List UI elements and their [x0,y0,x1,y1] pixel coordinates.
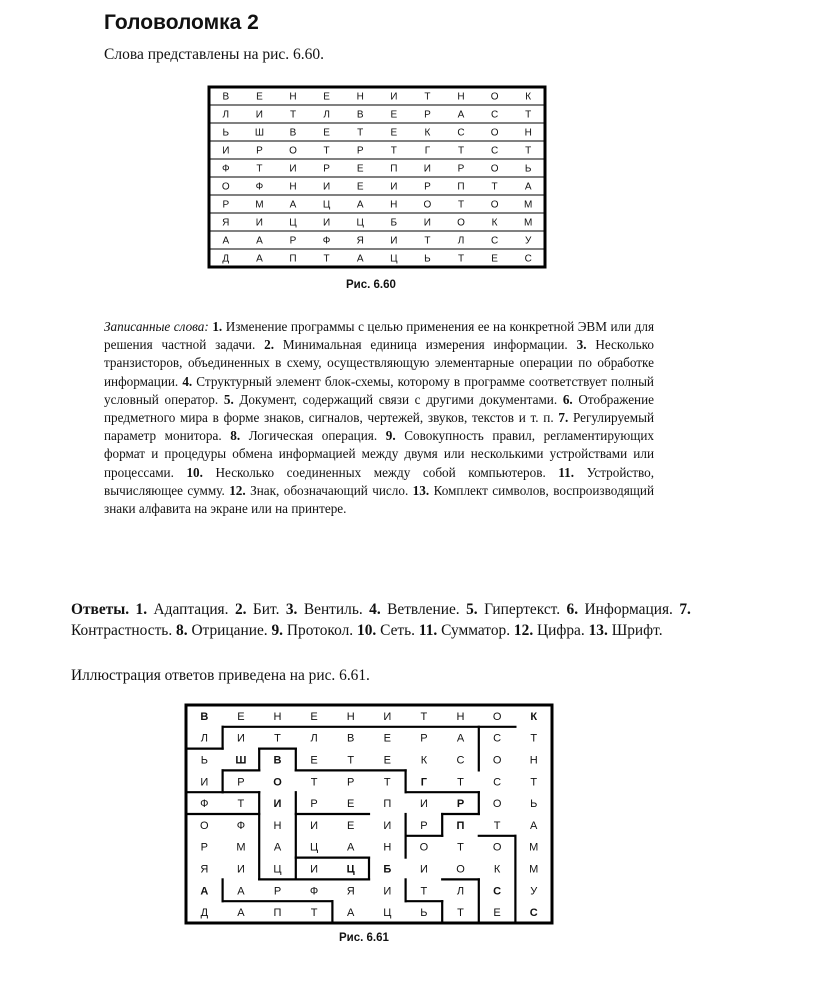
written-word-number: 13. [412,482,430,498]
grid1-cell-letter: О [490,91,499,103]
grid1-cell-letter: Т [525,109,532,121]
grid1-cell-letter: Л [222,109,230,121]
answer-number: 1. [135,601,148,618]
grid2-cell-letter: Т [493,819,501,832]
answer-text: Информация. [584,601,673,618]
grid1-cell-letter: И [255,109,263,121]
grid2-cell-letter: К [530,710,538,723]
grid1-cell-letter: Т [424,235,431,247]
grid1-cell-letter: Р [424,109,431,121]
illustration-note: Иллюстрация ответов приведена на рис. 6.61. [71,667,370,684]
written-word-number: 1. [212,319,223,334]
grid2-cell-letter: И [419,798,428,811]
grid1-cell-letter: Е [390,127,398,139]
written-word-number: 11. [558,464,575,480]
grid1-cell-letter: Ц [356,217,364,229]
grid1-cell-letter: П [390,163,398,175]
grid1-cell-letter: М [524,199,533,211]
grid1-cell-letter: Т [424,91,431,103]
grid1-cell-letter: М [524,217,533,229]
grid2-cell-letter: Т [457,907,464,920]
grid2-cell-letter: Ш [235,754,247,767]
grid1-cell-letter: С [490,235,499,247]
grid1-cell-letter: К [491,217,498,229]
written-word-text: Несколько транзисторов, объединенных в схему, осуществляющую элементарные операции по обработке информации. [104,337,654,389]
grid2-cell-letter: Р [420,819,428,832]
grid1-cell-letter: О [289,145,297,157]
answer-number: 11. [418,622,438,639]
grid1-cell-letter: Н [524,127,532,139]
grid1-cell-letter: И [423,163,431,175]
grid1-cell-letter: Я [222,217,230,229]
grid1-cell-letter: Ф [255,181,264,193]
grid1-cell-letter: Ь [424,253,431,265]
grid2-cell-letter: И [383,819,392,832]
answer-number: 7. [679,601,691,618]
answer-text: Сеть. [380,622,415,639]
grid2-cell-letter: М [236,841,246,854]
grid2-cell-letter: С [529,907,538,920]
grid2-cell-letter: Н [456,710,465,723]
grid2-cell-letter: Р [310,798,318,811]
grid2-cell-letter: Ф [309,885,319,898]
grid2-cell-letter: Т [420,710,428,723]
grid2-cell-letter: Д [200,907,209,920]
grid1-cell-letter: Т [323,145,330,157]
grid2-cell-letter: К [420,754,428,767]
grid1-cell-letter: П [457,181,465,193]
grid1-cell-letter: О [490,163,499,175]
answers-list [71,601,691,639]
grid1-cell-letter: С [457,127,465,139]
grid1-cell-letter: Т [525,145,532,157]
answer-number: 4. [369,601,381,618]
grid2-cell-letter: Р [456,798,465,811]
grid1-cell-letter: Р [457,163,465,175]
grid2-cell-letter: Р [237,776,245,789]
grid2-cell-letter: П [456,819,465,832]
grid2-cell-letter: Т [310,907,318,920]
grid1-cell-letter: Е [390,109,398,121]
grid1-cell-letter: Ь [222,127,230,139]
grid1-cell-letter: Т [457,253,465,265]
answer-number: 12. [513,622,534,639]
answers-paragraph [71,599,691,641]
grid1-cell-letter: Н [356,91,364,103]
written-word-text: Совокупность правил, регламентирующих формат и процедуры обмена информацией между двумя или несколькими устройствами или процессами. [104,428,655,480]
grid1-cell-letter: О [457,217,465,229]
grid1-cell-letter: П [289,253,297,265]
grid1-cell-letter: А [222,235,230,247]
grid1-cell-letter: Т [457,145,465,157]
grid1-cell-letter: И [289,163,297,175]
grid2-cell-letter: А [273,841,282,854]
grid1-cell-letter: С [524,253,532,265]
grid2-cell-letter: Е [310,710,318,723]
grid2-cell-letter: С [493,732,502,745]
grid1-cell-letter: Т [457,199,465,211]
grid2-cell-letter: А [237,885,245,898]
grid2-cell-letter: Л [200,732,208,745]
written-word-number: 2. [264,337,274,353]
figure-caption-6-61: Рис. 6.61 [339,932,389,944]
grid1-cell-letter: Т [323,253,330,265]
grid2-cell-letter: К [493,863,501,876]
written-words-label: Записанные слова: [104,319,209,334]
grid1-cell-letter: Т [357,127,364,139]
grid1-cell-letter: Ц [390,253,398,265]
grid2-cell-letter: Ь [420,907,428,920]
grid2-cell-letter: Ь [530,798,538,811]
written-word-text: Изменение программы с целью применения ее на конкретной ЭВМ или для решения частной задачи. [104,319,655,353]
grid1-cell-letter: У [525,235,532,247]
written-word-number: 4. [182,373,193,389]
grid2-cell-letter: Т [383,776,391,789]
grid1-cell-letter: Е [323,127,330,139]
grid1-cell-letter: А [356,253,364,265]
grid1-cell-letter: М [255,199,264,211]
written-word-number: 5. [223,391,234,407]
grid1-cell-letter: Г [424,145,431,157]
intro-text: Слова представлены на рис. 6.60. [104,46,325,63]
grid1-cell-letter: И [390,235,398,247]
grid2-cell-letter: Л [456,885,465,898]
written-word-text: Логическая операция. [248,428,378,444]
answer-number: 9. [271,622,284,639]
grid1-cell-letter: Е [356,181,364,193]
written-words-list [104,319,654,516]
grid2-cell-letter: О [492,754,502,767]
grid2-cell-letter: О [492,710,502,723]
grid2-cell-letter: Ф [236,819,246,832]
grid2-cell-letter: С [456,754,465,767]
grid1-cell-letter: Б [390,217,398,229]
grid1-cell-letter: И [390,181,398,193]
grid2-cell-letter: У [530,885,538,898]
answer-text: Протокол. [286,622,354,639]
answer-number: 2. [234,601,247,618]
grid2-cell-letter: И [236,732,245,745]
grid2-cell-letter: Ь [200,754,208,767]
written-word-text: Отображение предметного мира в форме знаков, сигналов, чертежей, звуков, текстов и т. п. [104,391,655,426]
grid2-cell-letter: М [529,863,539,876]
grid2-cell-letter: М [529,841,539,854]
grid1-cell-letter: Е [491,253,498,265]
figure-caption-6-60: Рис. 6.60 [346,279,396,291]
grid1-cell-letter: И [390,91,398,103]
grid2-cell-letter: Я [200,863,209,876]
answer-text: Вентиль. [303,601,363,618]
grid1-cell-letter: Ф [221,163,230,175]
grid1-cell-letter: О [490,127,499,139]
grid1-cell-letter: Ц [322,199,331,211]
puzzle-grid-fig-6-61 [184,703,555,925]
grid2-cell-letter: П [273,907,282,920]
grid2-cell-letter: Е [383,754,391,767]
puzzle-grid-fig-6-60 [207,85,552,271]
grid2-cell-letter: А [530,819,538,832]
grid2-cell-letter: И [273,798,282,811]
grid2-cell-letter: Ц [346,863,355,876]
grid2-cell-letter: А [200,885,209,898]
grid1-cell-letter: Т [289,109,297,121]
grid2-cell-letter: В [347,732,355,745]
grid1-cell-letter: Е [323,91,330,103]
grid1-cell-letter: Я [356,235,364,247]
answer-text: Шрифт. [611,622,663,639]
answer-text: Ветвление. [387,601,460,618]
page-title: Головоломка 2 [104,11,259,34]
grid2-cell-letter: И [383,885,392,898]
grid2-cell-letter: Н [383,841,392,854]
grid2-cell-letter: Т [310,776,318,789]
grid2-cell-letter: Н [346,710,355,723]
grid2-cell-letter: Т [457,776,464,789]
grid1-cell-letter: Л [457,235,465,247]
grid2-cell-letter: Л [310,732,318,745]
written-word-text: Устройство, вычисляющее сумму. [104,464,655,498]
grid1-cell-letter: Р [289,235,297,247]
answer-text: Гипертекст. [484,601,561,618]
written-words-paragraph [104,318,654,518]
grid2-cell-letter: О [200,819,209,832]
written-word-number: 8. [230,428,241,444]
grid2-cell-letter: Н [529,754,538,767]
grid2-cell-letter: А [456,732,465,745]
grid2-cell-letter: А [347,907,355,920]
grid2-cell-letter: И [383,710,392,723]
grid1-cell-letter: И [423,217,431,229]
grid2-cell-letter: О [419,841,429,854]
grid1-cell-letter: Ь [524,163,532,175]
grid1-cell-letter: А [256,253,263,265]
grid1-cell-letter: Т [256,163,263,175]
grid2-cell-letter: Т [457,841,464,854]
grid1-cell-letter: Н [390,199,398,211]
written-word-text: Несколько соединенных между собой компьютеров. [215,464,546,480]
answer-number: 10. [357,622,377,639]
grid2-cell-letter: И [419,863,428,876]
grid2-cell-letter: Р [200,841,208,854]
grid1-cell-letter: О [490,199,499,211]
grid2-cell-letter: И [310,863,319,876]
grid2-cell-letter: Г [420,776,428,789]
grid2-cell-letter: Т [237,798,245,811]
grid2-cell-letter: Р [347,776,355,789]
grid2-cell-letter: Т [530,732,538,745]
grid1-cell-letter: К [525,91,532,103]
grid1-cell-letter: Т [390,145,397,157]
grid1-cell-letter: А [524,181,532,193]
grid2-cell-letter: А [237,907,245,920]
grid2-cell-letter: Е [347,798,355,811]
written-word-number: 7. [558,410,569,426]
grid2-cell-letter: Т [530,776,538,789]
answers-label: Ответы. [71,601,130,618]
grid1-cell-letter: Л [323,109,330,121]
grid1-cell-letter: Р [256,145,263,157]
grid2-cell-letter: Я [346,885,355,898]
grid2-cell-letter: В [273,754,282,767]
grid1-cell-letter: О [423,199,432,211]
grid2-cell-letter: С [493,776,502,789]
grid2-cell-letter: Н [273,819,282,832]
grid1-cell-letter: Т [491,181,498,193]
answer-text: Цифра. [537,622,585,639]
grid2-cell-letter: П [383,798,392,811]
grid2-cell-letter: Ф [200,798,209,811]
grid2-cell-letter: И [236,863,245,876]
grid2-cell-letter: Т [274,732,281,745]
answer-text: Сумматор. [441,622,511,639]
grid1-cell-letter: Р [323,163,330,175]
grid1-cell-letter: В [289,127,297,139]
answer-number: 13. [588,622,608,639]
grid2-cell-letter: Н [273,710,282,723]
grid1-cell-letter: А [289,199,297,211]
grid1-cell-letter: О [221,181,230,193]
written-word-text: Минимальная единица измерения информации. [282,337,568,353]
grid2-cell-letter: Е [493,907,501,920]
grid1-cell-letter: Н [289,181,297,193]
written-word-text: Знак, обозначающий число. [250,482,409,498]
written-word-number: 6. [562,391,573,407]
grid2-cell-letter: А [347,841,355,854]
answer-text: Отрицание. [191,622,268,639]
written-word-text: Регулируемый параметр монитора. [104,410,655,444]
grid1-cell-letter: Ц [289,217,297,229]
answer-text: Бит. [252,601,280,618]
written-word-number: 9. [385,428,396,444]
grid1-cell-letter: С [490,145,499,157]
written-word-number: 10. [186,464,203,480]
written-word-number: 12. [229,482,246,498]
grid1-cell-letter: Е [356,163,364,175]
grid2-cell-letter: С [493,885,502,898]
grid2-cell-letter: О [492,841,502,854]
grid1-cell-letter: А [356,199,364,211]
grid2-cell-letter: Е [383,732,391,745]
grid1-cell-letter: И [222,145,230,157]
grid1-cell-letter: Д [222,253,230,265]
grid1-cell-letter: Ф [322,235,331,247]
written-word-text: Комплект символов, воспроизводящий знаки алфавита на экране или на принтере. [104,482,655,517]
grid2-cell-letter: Е [310,754,318,767]
answer-number: 3. [285,601,298,618]
grid2-cell-letter: Р [420,732,428,745]
grid2-cell-letter: О [273,776,282,789]
grid1-cell-letter: В [222,91,230,103]
grid1-cell-letter: Е [256,91,263,103]
grid2-cell-letter: В [200,710,209,723]
grid1-cell-letter: И [323,217,331,229]
grid1-cell-letter: Ш [254,127,264,139]
grid1-cell-letter: А [256,235,263,247]
grid2-cell-letter: Т [420,885,428,898]
grid2-cell-letter: И [310,819,319,832]
answer-number: 5. [466,601,478,618]
grid2-cell-letter: Ц [310,841,319,854]
answer-text: Контрастность. [71,622,173,639]
written-word-text: Структурный элемент блок-схемы, которому в программе соответствует полный условный оператор. [104,373,654,407]
written-word-text: Документ, содержащий связи с другими документами. [239,391,558,407]
grid1-cell-letter: К [424,127,431,139]
grid2-cell-letter: И [200,776,209,789]
answer-number: 8. [176,622,188,639]
grid1-cell-letter: И [255,217,263,229]
grid2-cell-letter: Т [347,754,355,767]
grid2-cell-letter: Ц [273,863,282,876]
grid1-cell-letter: Н [457,91,465,103]
answer-number: 6. [566,601,579,618]
grid2-cell-letter: Ц [383,907,392,920]
grid1-cell-letter: Р [424,181,431,193]
answer-text: Адаптация. [153,601,229,618]
grid2-cell-letter: Б [383,863,392,876]
grid2-cell-letter: О [456,863,465,876]
grid1-cell-letter: В [356,109,364,121]
grid1-cell-letter: С [490,109,499,121]
grid1-cell-letter: Р [356,145,364,157]
grid2-cell-letter: Е [347,819,355,832]
written-word-number: 3. [576,337,587,353]
grid1-cell-letter: Р [222,199,230,211]
grid1-cell-letter: И [323,181,331,193]
grid2-cell-letter: О [492,798,502,811]
grid1-cell-letter: А [457,109,465,121]
grid1-cell-letter: Н [289,91,297,103]
grid2-cell-letter: Е [237,710,245,723]
grid2-cell-letter: Р [273,885,282,898]
